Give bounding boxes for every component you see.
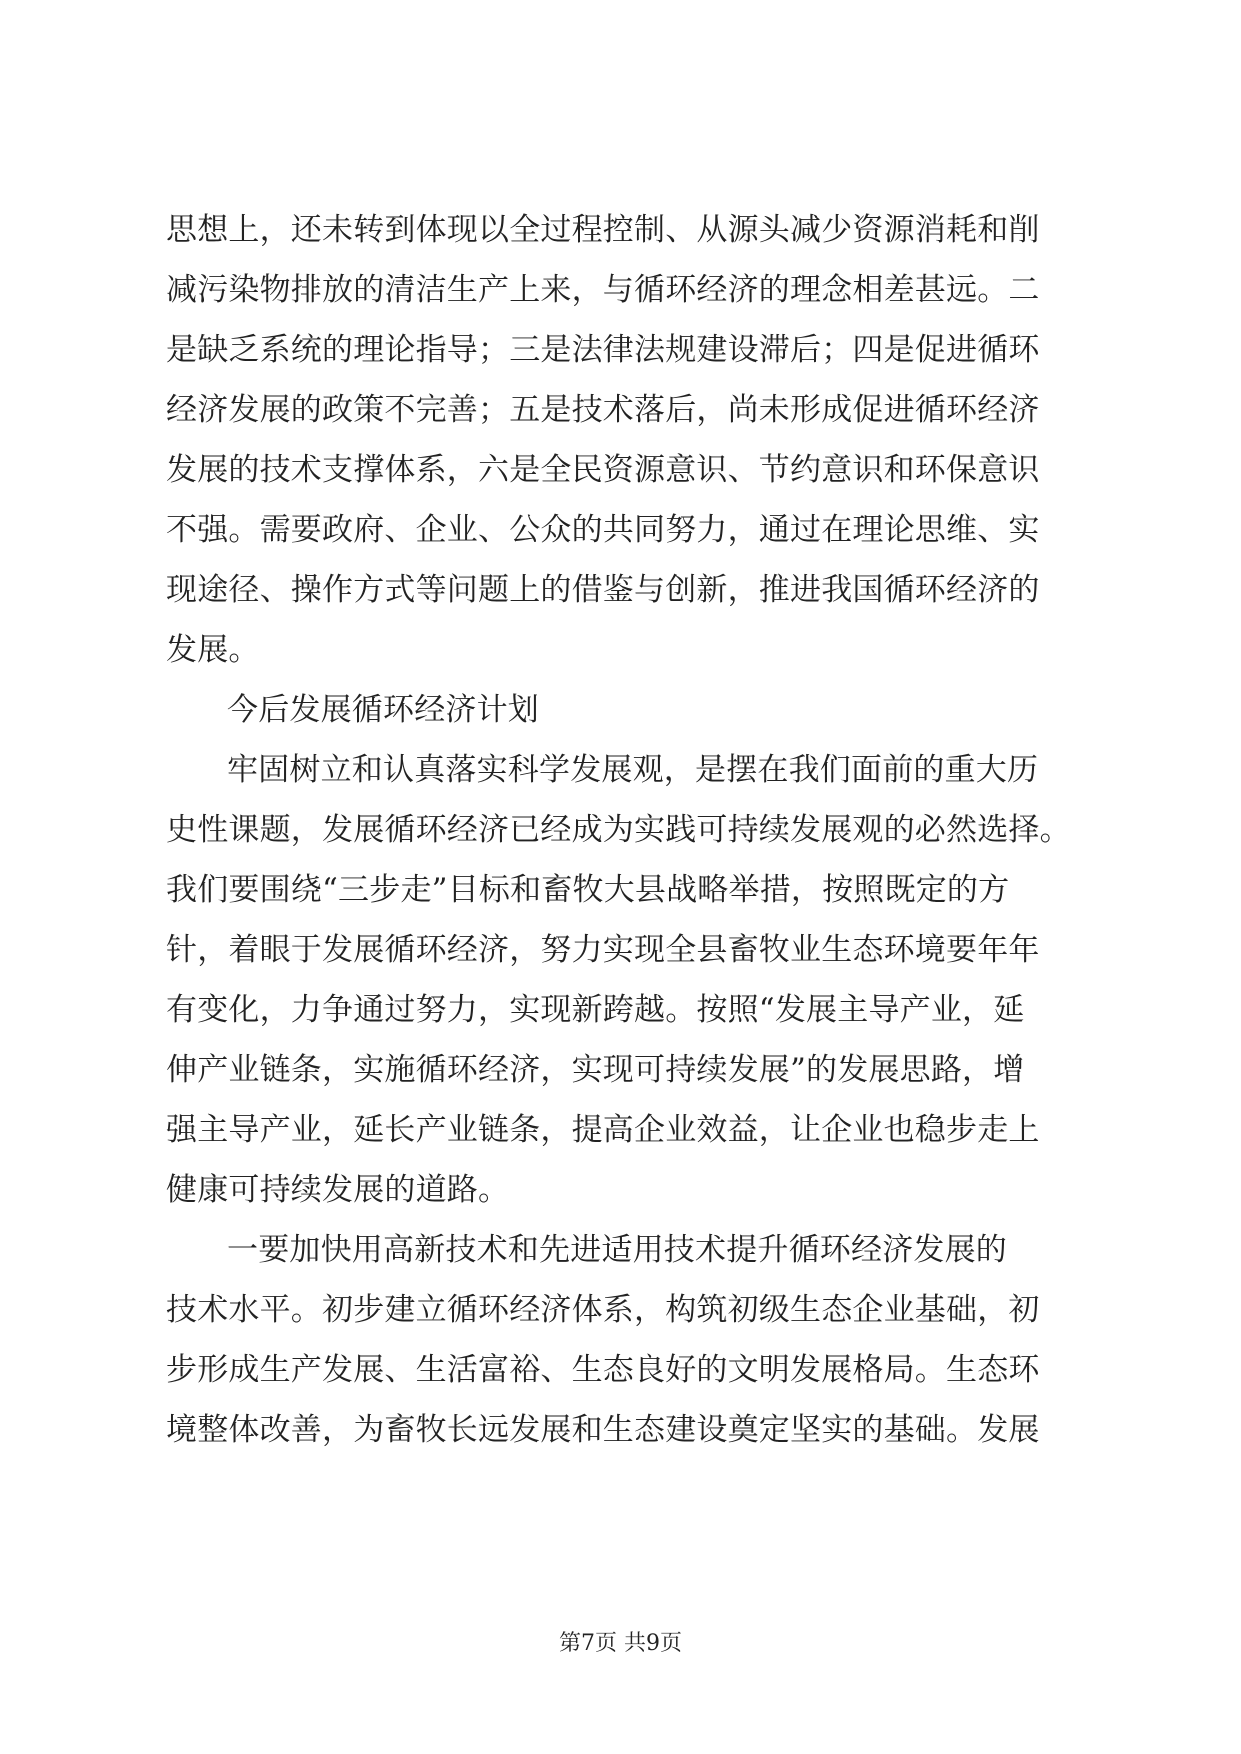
text-line: 是缺乏系统的理论指导；三是法律法规建设滞后；四是促进循环 <box>166 332 1040 368</box>
text-line: 经济发展的政策不完善；五是技术落后，尚未形成促进循环经济 <box>166 392 1040 428</box>
text-line: 不强。需要政府、企业、公众的共同努力，通过在理论思维、实 <box>166 512 1040 548</box>
text-line: 有变化，力争通过努力，实现新跨越。按照“发展主导产业，延 <box>166 992 1025 1028</box>
page-number-footer: 第7页 共9页 <box>559 1631 682 1656</box>
text-line: 牢固树立和认真落实科学发展观，是摆在我们面前的重大历 <box>227 752 1039 788</box>
text-line: 步形成生产发展、生活富裕、生态良好的文明发展格局。生态环 <box>166 1352 1040 1388</box>
text-line: 技术水平。初步建立循环经济体系，构筑初级生态企业基础，初 <box>166 1292 1040 1328</box>
text-line: 健康可持续发展的道路。 <box>166 1172 510 1208</box>
text-line: 我们要围绕“三步走”目标和畜牧大县战略举措，按照既定的方 <box>166 872 1010 908</box>
text-line: 强主导产业，延长产业链条，提高企业效益，让企业也稳步走上 <box>166 1112 1040 1148</box>
text-line: 伸产业链条，实施循环经济，实现可持续发展”的发展思路，增 <box>166 1052 1025 1088</box>
text-line: 思想上，还未转到体现以全过程控制、从源头减少资源消耗和削 <box>166 212 1040 248</box>
text-line: 发展的技术支撑体系，六是全民资源意识、节约意识和环保意识 <box>166 452 1040 488</box>
text-line: 减污染物排放的清洁生产上来，与循环经济的理念相差甚远。二 <box>166 272 1040 308</box>
text-line: 史性课题，发展循环经济已经成为实践可持续发展观的必然选择。 <box>166 812 1071 848</box>
text-line: 发展。 <box>166 632 260 668</box>
text-line: 一要加快用高新技术和先进适用技术提升循环经济发展的 <box>227 1232 1007 1268</box>
text-line: 针，着眼于发展循环经济，努力实现全县畜牧业生态环境要年年 <box>166 932 1040 968</box>
section-heading: 今后发展循环经济计划 <box>227 692 539 728</box>
text-line: 现途径、操作方式等问题上的借鉴与创新，推进我国循环经济的 <box>166 572 1040 608</box>
text-line: 境整体改善，为畜牧长远发展和生态建设奠定坚实的基础。发展 <box>166 1412 1040 1448</box>
